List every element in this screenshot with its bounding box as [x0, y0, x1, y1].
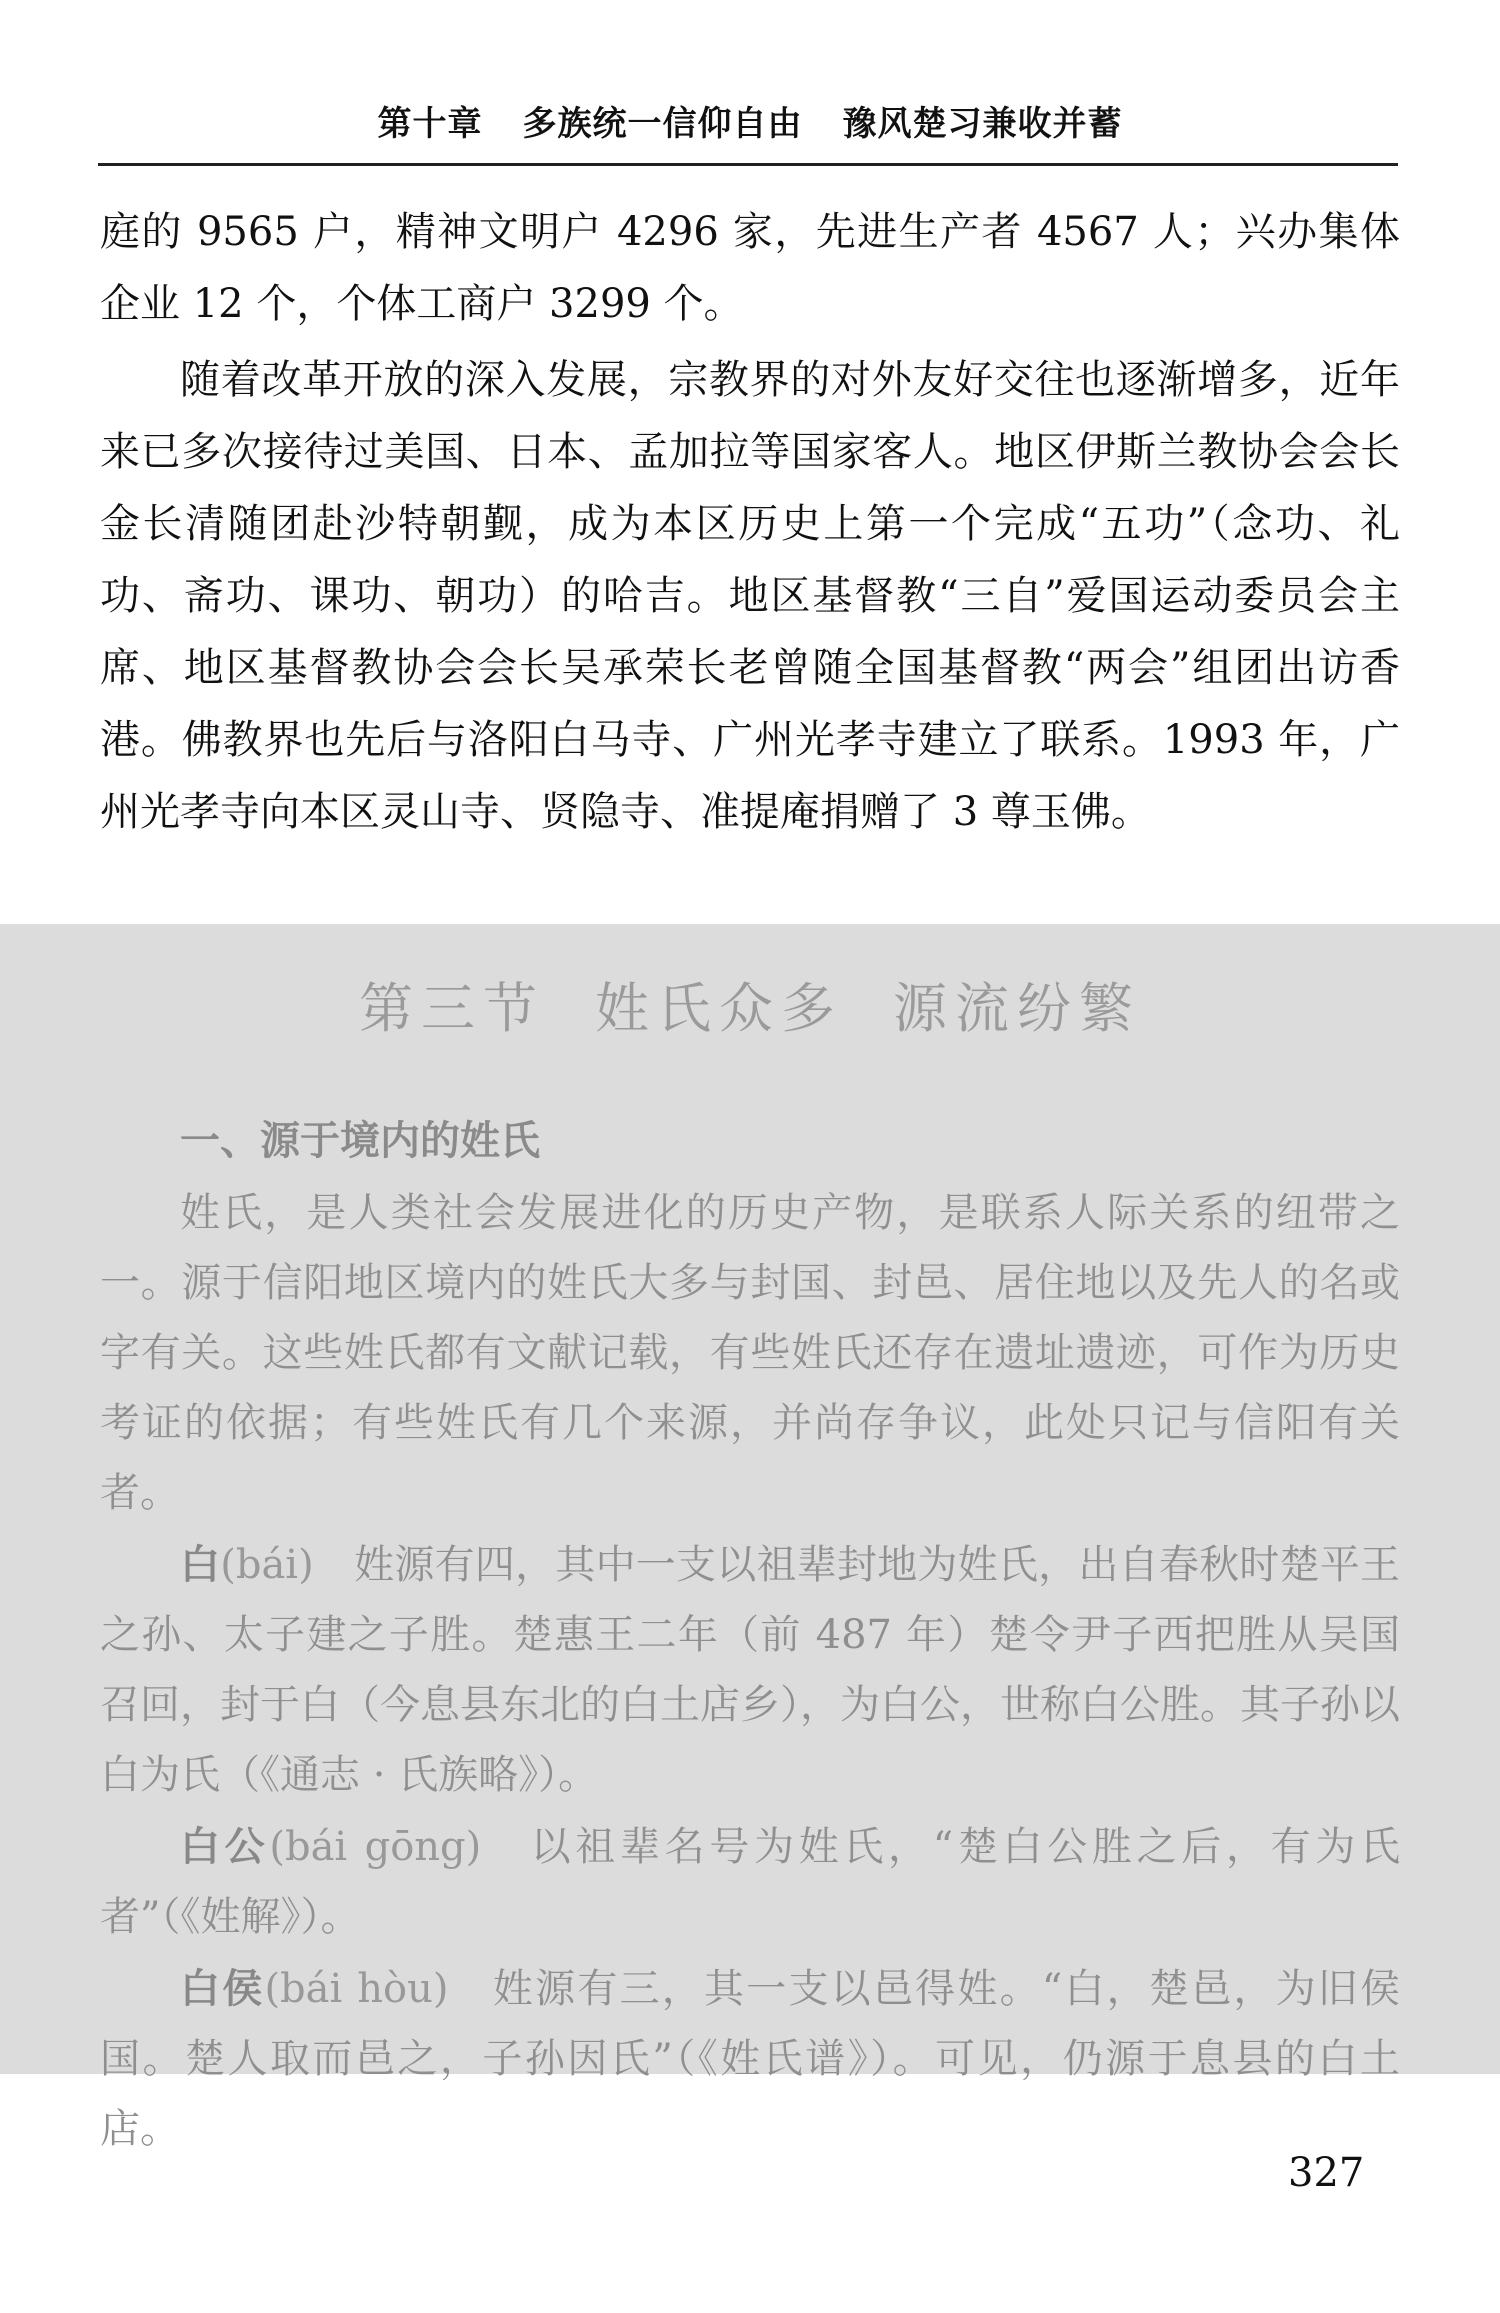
surname-pinyin: (bái) — [220, 1542, 314, 1588]
chapter-title-part2: 豫风楚习兼收并蓄 — [842, 104, 1123, 144]
section-title-part2: 姓氏众多 — [595, 977, 843, 1040]
surname-text: 姓源有四，其中一支以祖辈封地为姓氏，出自春秋时楚平王之孙、太子建之子胜。楚惠王二年（前 487 年）楚令尹子西把胜从吴国召回，封于白（今息县东北的白土店乡），为白公，世称白公胜。其子孙以白为氏（《通志 · 氏族略》）。 — [100, 1542, 1401, 1798]
section-number: 第三节 — [359, 977, 545, 1040]
paragraph: 庭的 9565 户，精神文明户 4296 家，先进生产者 4567 人；兴办集体企业 12 个，个体工商户 3299 个。 — [100, 209, 1400, 327]
surname-text: 以祖辈名号为姓氏，“楚白公胜之后，有为氏者”（《姓解》）。 — [100, 1824, 1400, 1940]
chapter-title-part1: 多族统一信仰自由 — [522, 104, 803, 144]
chapter-label: 第十章 — [377, 104, 483, 144]
surname-entry — [100, 1530, 1400, 1810]
section-title — [0, 966, 1500, 1043]
running-header — [0, 96, 1500, 145]
page-number: 327 — [1288, 2150, 1365, 2196]
header-rule — [98, 163, 1398, 166]
surname-entry — [100, 1954, 1400, 2164]
section-title-part3: 源流纷繁 — [893, 977, 1141, 1040]
surname-term: 白 — [180, 1541, 221, 1588]
surname-text: 姓源有三，其一支以邑得姓。“白，楚邑，为旧侯国。楚人取而邑之，子孙因氏”（《姓氏谱》）。可见，仍源于息县的白土店。 — [100, 1966, 1401, 2152]
upper-text-block — [100, 196, 1400, 852]
paragraph: 姓氏，是人类社会发展进化的历史产物，是联系人际关系的纽带之一。源于信阳地区境内的姓氏大多与封国、封邑、居住地以及先人的名或字有关。这些姓氏都有文献记载，有些姓氏还存在遗址遗迹，可作为历史考证的依据；有些姓氏有几个来源，并尚存争议，此处只记与信阳有关者。 — [100, 1190, 1400, 1516]
subheading: 一、源于境内的姓氏 — [180, 1117, 540, 1164]
surname-pinyin: (bái hòu) — [264, 1966, 449, 2012]
lower-text-block — [100, 1106, 1400, 2166]
surname-entry — [100, 1812, 1400, 1952]
surname-term: 白公 — [180, 1823, 270, 1870]
surname-pinyin: (bái gōng) — [269, 1824, 482, 1870]
surname-term: 白侯 — [180, 1965, 265, 2012]
paragraph: 随着改革开放的深入发展，宗教界的对外友好交往也逐渐增多，近年来已多次接待过美国、日本、孟加拉等国家客人。地区伊斯兰教协会会长金长清随团赴沙特朝觐，成为本区历史上第一个完成“五功”（念功、礼功、斋功、课功、朝功）的哈吉。地区基督教“三自”爱国运动委员会主席、地区基督教协会会长吴承荣长老曾随全国基督教“两会”组团出访香港。佛教界也先后与洛阳白马寺、广州光孝寺建立了联系。1993 年，广州光孝寺向本区灵山寺、贤隐寺、准提庵捐赠了 3 尊玉佛。 — [100, 357, 1400, 835]
